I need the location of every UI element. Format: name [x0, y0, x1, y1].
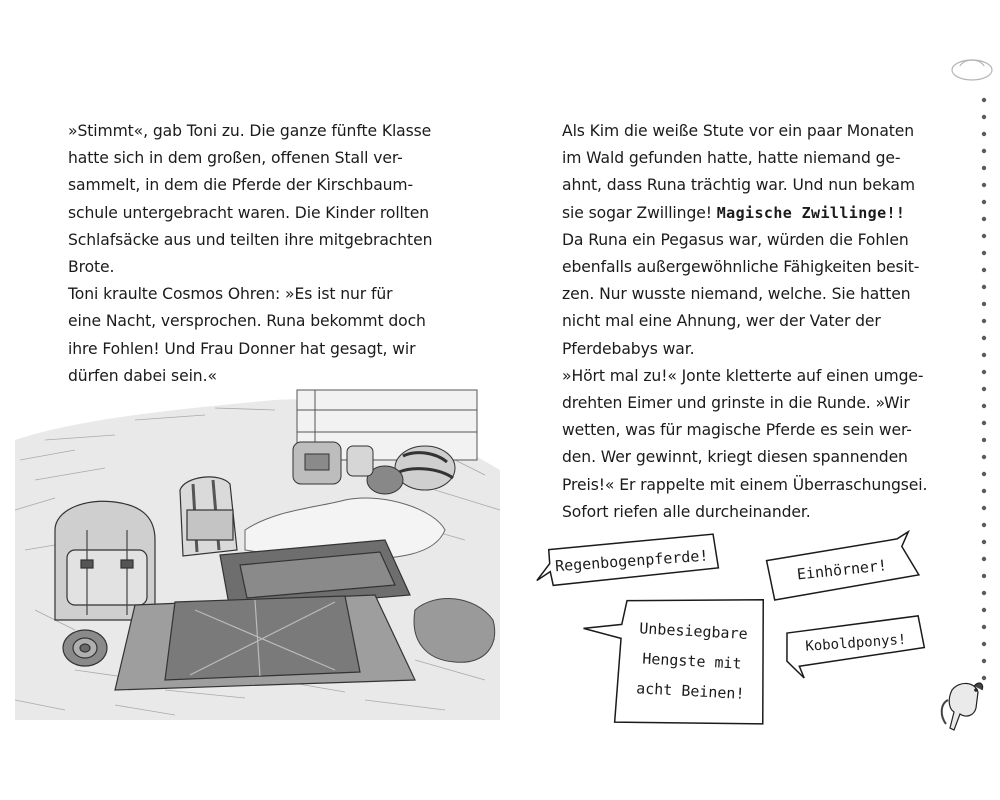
decorative-dot: [982, 642, 986, 646]
decorative-dot: [982, 540, 986, 544]
decorative-dot: [982, 268, 986, 272]
text-line: zen. Nur wusste niemand, welche. Sie hatten: [562, 285, 911, 304]
stable-illustration: [15, 380, 500, 720]
decorative-dot: [982, 132, 986, 136]
decorative-dot: [982, 370, 986, 374]
sleeping-bag-quilted: [115, 595, 415, 690]
decorative-dot: [982, 387, 986, 391]
decorative-dot: [982, 166, 986, 170]
decorative-dot: [982, 455, 986, 459]
decorative-dot: [982, 438, 986, 442]
decorative-dot: [982, 251, 986, 255]
decorative-dot: [982, 217, 986, 221]
decorative-dot: [982, 523, 986, 527]
text-line: Preis!« Er rappelte mit einem Überraschungsei.: [562, 475, 928, 494]
speech-bubbles: [520, 530, 940, 730]
text-line: Brote.: [68, 258, 115, 277]
speech-bubble-einhoerner: [765, 531, 920, 600]
bubble-text: Hengste mit: [641, 649, 743, 673]
text-line: Da Runa ein Pegasus war, würden die Fohlen: [562, 230, 909, 249]
decorative-dot: [982, 302, 986, 306]
decorative-dot: [982, 285, 986, 289]
text-line: Toni kraulte Cosmos Ohren: »Es ist nur für: [68, 285, 393, 304]
decorative-dot: [982, 404, 986, 408]
decorative-dot: [982, 574, 986, 578]
speech-bubble-unbesiegbare: [579, 590, 770, 729]
decorative-dot: [982, 200, 986, 204]
text-line: Als Kim die weiße Stute vor ein paar Monaten: [562, 122, 915, 140]
text-line: nicht mal eine Ahnung, wer der Vater der: [562, 312, 881, 331]
text-line: »Hört mal zu!« Jonte kletterte auf einen umge-: [562, 366, 924, 385]
decorative-dot: [982, 149, 986, 153]
text-line: den. Wer gewinnt, kriegt diesen spannenden: [562, 448, 908, 467]
text-line: ahnt, dass Runa trächtig war. Und nun bekam: [562, 176, 915, 195]
left-page-text: [68, 118, 432, 390]
bubble-text: Unbesiegbare: [638, 619, 749, 643]
text-line: schule untergebracht waren. Die Kinder rollten: [68, 203, 430, 222]
text-line: wetten, was für magische Pferde es sein wer-: [562, 421, 912, 440]
decorative-dot: [982, 676, 986, 680]
right-page-text: [562, 118, 927, 526]
bubble-text: Koboldponys!: [804, 631, 907, 655]
speech-bubble-koboldponys: [784, 616, 925, 679]
pony-icon: [942, 683, 983, 730]
text-fragment: sie sogar Zwillinge!: [562, 203, 717, 222]
text-line: dürfen dabei sein.«: [68, 366, 217, 385]
text-line: ebenfalls außergewöhnliche Fähigkeiten besit-: [562, 258, 920, 277]
speech-bubble-regenbogenpferde: [534, 534, 718, 587]
handwritten-emphasis: Magische Zwillinge!!: [716, 203, 906, 222]
decorative-dot: [982, 659, 986, 663]
text-line: hatte sich in dem großen, offenen Stall ver-: [68, 149, 403, 168]
margin-decoration: [930, 40, 1000, 780]
decorative-dot: [982, 115, 986, 119]
decorative-dot: [982, 608, 986, 612]
moon-cloud-icon: [952, 60, 992, 80]
text-line: [562, 200, 927, 227]
text-line: eine Nacht, versprochen. Runa bekommt doch: [68, 312, 426, 331]
striped-backpack: [180, 477, 237, 556]
decorative-dot: [982, 591, 986, 595]
decorative-dot: [982, 336, 986, 340]
bubble-text: Regenbogenpferde!: [554, 546, 709, 576]
decorative-dot: [982, 98, 986, 102]
decorative-dot: [982, 319, 986, 323]
decorative-dot: [982, 506, 986, 510]
text-line: »Stimmt«, gab Toni zu. Die ganze fünfte Klasse: [68, 122, 432, 140]
text-line: drehten Eimer und grinste in die Runde. »Wir: [562, 394, 910, 413]
text-line: im Wald gefunden hatte, hatte niemand ge-: [562, 149, 901, 168]
decorative-dot: [982, 557, 986, 561]
decorative-dot: [982, 183, 986, 187]
decorative-dot: [982, 472, 986, 476]
bubble-text: Einhörner!: [796, 556, 888, 584]
decorative-dot: [982, 625, 986, 629]
rolled-mat: [63, 630, 107, 666]
decorative-dot: [982, 421, 986, 425]
text-line: Sofort riefen alle durcheinander.: [562, 502, 811, 521]
text-line: ihre Fohlen! Und Frau Donner hat gesagt, wir: [68, 339, 416, 358]
text-line: Schlafsäcke aus und teilten ihre mitgebrachten: [68, 230, 433, 249]
text-line: Pferdebabys war.: [562, 339, 695, 358]
bubble-text: acht Beinen!: [635, 679, 745, 703]
decorative-dot: [982, 353, 986, 357]
decorative-dot: [982, 234, 986, 238]
dotted-line: [982, 98, 986, 680]
text-line: sammelt, in dem die Pferde der Kirschbaum-: [68, 176, 414, 195]
decorative-dot: [982, 489, 986, 493]
large-backpack-left: [55, 501, 155, 620]
